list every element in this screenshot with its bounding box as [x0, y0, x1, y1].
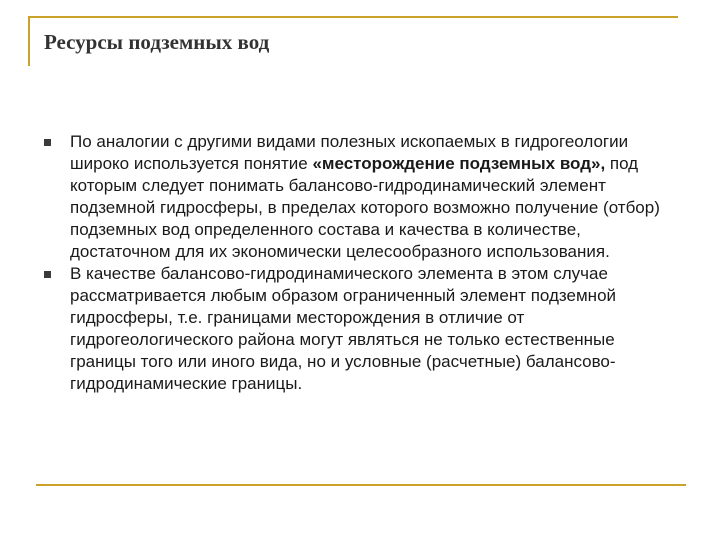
bullet-1-emphasis: «месторождение подземных вод», — [312, 154, 606, 173]
bullet-item-1 — [44, 131, 684, 263]
bullet-1-before: По аналогии с другими видами полезных ископаемых в гидрогеологии широко используется понятие — [70, 132, 629, 173]
bullet-text-2: В качестве балансово-гидродинамического элемента в этом случае рассматривается любым образом ограниченный элемент подземной гидросферы, т.е. границами месторождения в отличие от гидрогеологического района могут являться не только естественные границы того или иного вида, но и условные (расчетные) балансово-гидродинамические границы. — [70, 264, 617, 393]
bottom-rule — [36, 484, 686, 486]
title-frame-left-rule — [28, 16, 30, 66]
title-frame-top-rule — [28, 16, 678, 18]
bullet-text-1 — [70, 132, 660, 261]
slide-title: Ресурсы подземных вод — [44, 30, 270, 54]
square-bullet-icon — [44, 139, 51, 146]
bullet-list — [44, 131, 684, 395]
square-bullet-icon — [44, 271, 51, 278]
bullet-1-after: под которым следует понимать балансово-гидродинамический элемент подземной гидросферы, в пределах которого возможно получение (отбор) подземных вод определенного состава и качества в количестве, достаточном для их экономически целесообразного использования. — [70, 154, 660, 261]
bullet-item-2 — [44, 263, 684, 395]
